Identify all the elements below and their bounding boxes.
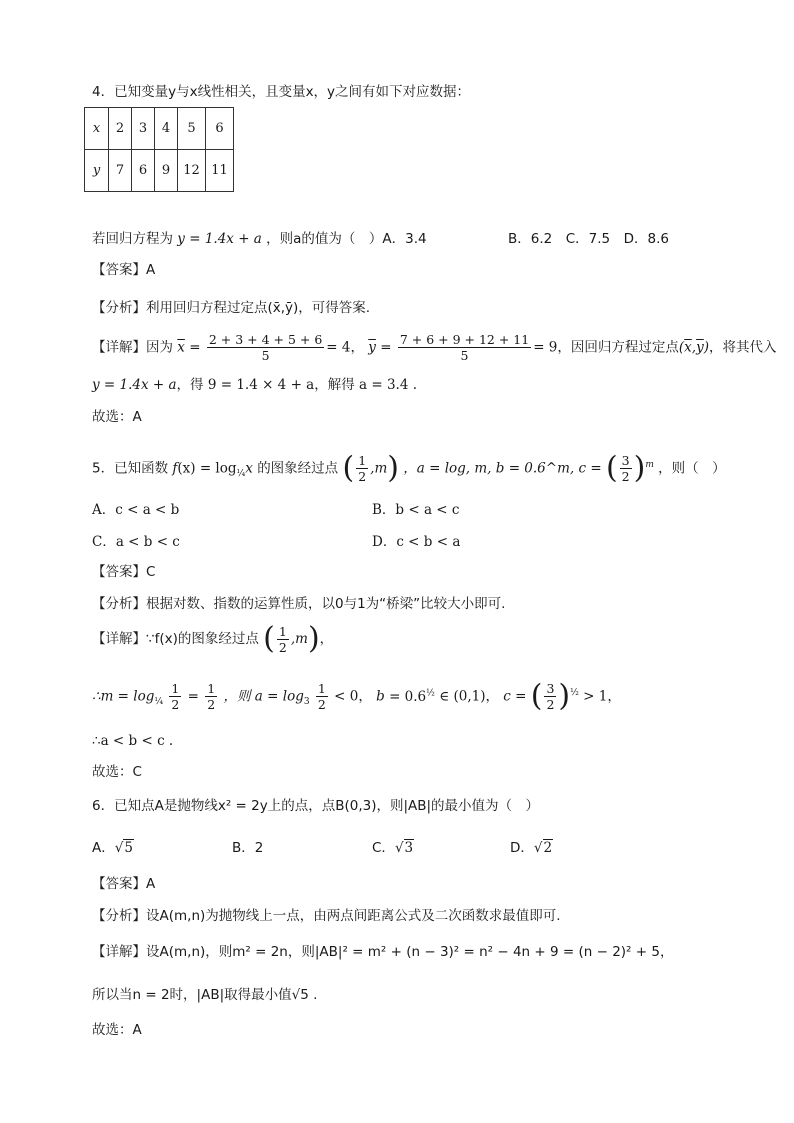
table-cell: 5: [178, 108, 206, 150]
table-cell: 7: [109, 150, 132, 192]
q5-stem: 5．已知函数 $f(x) = \log_{\frac{1}{4}}x$ 的图象经过点 ( $\frac{1}{2}$ ,m) ，a = log, m, b = 0.6^m, c = ( $\frac{3}{2}$ )$^m$ ，则（ ）: [92, 450, 726, 486]
q5-answer: 【答案】C: [92, 564, 156, 580]
q5-conclusion: 故选：C: [92, 764, 142, 780]
table-row: [85, 108, 234, 150]
q5-detail-line2: ∴m = $\log_{\frac{1}{4}}$ $\frac{1}{2}$ = $\frac{1}{2}$ ，则 $a = \log_3$ $\frac{1}{2}$ < 0， $b = 0.6^{\frac{1}{2}}$ ∈ (0,1)， c = ( $\frac{3}{2}$ )$^{\frac{1}{2}}$ > 1，: [92, 678, 621, 714]
q5-detail: 【详解】∵f(x)的图象经过点 ( $\frac{1}{2}$ ,m)，: [92, 621, 334, 656]
table-header-y: y: [85, 150, 109, 192]
q5-option-b[interactable]: B．b < a < c: [372, 502, 460, 518]
q6-conclusion: 故选：A: [92, 1022, 142, 1038]
q6-stem: 6．已知点A是抛物线x² = 2y上的点，点B(0,3)，则|AB|的最小值为（ ）: [92, 798, 540, 814]
table-cell: 2: [109, 108, 132, 150]
q6-option-b[interactable]: B．2: [232, 840, 264, 856]
q5-option-c[interactable]: C．a < b < c: [92, 534, 180, 550]
q4-detail: 【详解】因为 $\overline{x}$ = $\frac{2 + 3 + 4 + 5 + 6}{5}$ = 4， $\overline{y}$ = $\frac{7 + 6 + 9 + 12 + 11}{5}$ = 9，因回归方程过定点$(\overline{x},\overline{y})$，将其代入: [92, 332, 777, 363]
q5-detail-line3: ∴a < b < c .: [92, 733, 174, 749]
table-cell: 4: [155, 108, 178, 150]
table-cell: 6: [132, 150, 155, 192]
q4-xbar-fraction: $\frac{2 + 3 + 4 + 5 + 6}{5}$: [208, 332, 323, 363]
q5-analysis: 【分析】根据对数、指数的运算性质，以0与1为“桥梁”比较大小即可.: [92, 596, 506, 612]
q6-detail: 【详解】设A(m,n)，则m² = 2n，则|AB|² = m² + (n − 3)² = n² − 4n + 9 = (n − 2)² + 5，: [92, 944, 674, 960]
q4-stem: 4．已知变量y与x线性相关，且变量x，y之间有如下对应数据：: [92, 84, 471, 100]
q6-option-c[interactable]: C．√3: [372, 840, 414, 856]
q4-options-rest: B．6.2 C．7.5 D．8.6: [508, 231, 669, 247]
q4-detail-line2: y = 1.4x + a，得 9 = 1.4 × 4 + a，解得 a = 3.4 .: [92, 377, 418, 393]
q4-data-table: [84, 107, 234, 192]
table-row: [85, 150, 234, 192]
q4-conclusion: 故选：A: [92, 409, 142, 425]
table-header-x: x: [85, 108, 109, 150]
q6-analysis: 【分析】设A(m,n)为抛物线上一点，由两点间距离公式及二次函数求最值即可.: [92, 908, 561, 924]
q6-option-d[interactable]: D．√2: [510, 840, 553, 856]
q5-option-a[interactable]: A．c < a < b: [92, 502, 180, 518]
table-cell: 3: [132, 108, 155, 150]
table-cell: 12: [178, 150, 206, 192]
q6-detail-line2: 所以当n = 2时，|AB|取得最小值√5 .: [92, 987, 318, 1003]
table-cell: 6: [206, 108, 234, 150]
q4-analysis: 【分析】利用回归方程过定点(x̄,ȳ)，可得答案.: [92, 300, 371, 316]
table-cell: 11: [206, 150, 234, 192]
q4-answer: 【答案】A: [92, 262, 156, 278]
q5-option-d[interactable]: D．c < b < a: [372, 534, 461, 550]
q4-question: 若回归方程为 y = 1.4x + a ，则a的值为（ ）A．3.4: [92, 231, 427, 247]
table-cell: 9: [155, 150, 178, 192]
q6-option-a[interactable]: A．√5: [92, 840, 133, 856]
q6-answer: 【答案】A: [92, 876, 156, 892]
q4-regression-equation: y = 1.4x + a: [177, 231, 262, 247]
q4-ybar-fraction: $\frac{7 + 6 + 9 + 12 + 11}{5}$: [399, 332, 530, 363]
